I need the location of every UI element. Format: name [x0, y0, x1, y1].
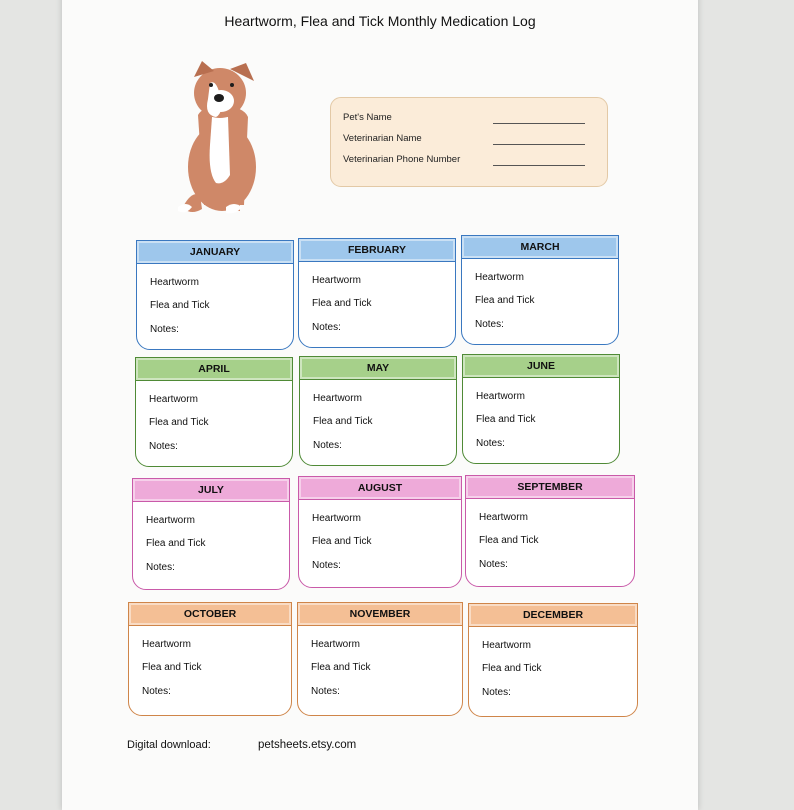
notes-label: Notes:	[149, 441, 178, 452]
vet-phone-label: Veterinarian Phone Number	[343, 154, 461, 165]
flea-tick-label: Flea and Tick	[146, 538, 206, 549]
pets-name-line	[493, 123, 585, 124]
notes-label: Notes:	[313, 440, 342, 451]
month-card-february	[298, 238, 456, 348]
month-header: OCTOBER	[128, 602, 292, 626]
heartworm-label: Heartworm	[142, 639, 191, 650]
notes-label: Notes:	[150, 324, 179, 335]
month-header: APRIL	[135, 357, 293, 381]
month-card-december	[468, 603, 638, 717]
pets-name-field[interactable]	[343, 112, 585, 126]
heartworm-label: Heartworm	[313, 393, 362, 404]
notes-label: Notes:	[146, 562, 175, 573]
month-header: MARCH	[461, 235, 619, 259]
month-header: SEPTEMBER	[465, 475, 635, 499]
heartworm-label: Heartworm	[475, 272, 524, 283]
month-card-april	[135, 357, 293, 467]
flea-tick-label: Flea and Tick	[479, 535, 539, 546]
month-header: JANUARY	[136, 240, 294, 264]
flea-tick-label: Flea and Tick	[482, 663, 542, 674]
month-card-november	[297, 602, 463, 716]
notes-label: Notes:	[142, 686, 171, 697]
flea-tick-label: Flea and Tick	[142, 662, 202, 673]
pet-info-box	[330, 97, 608, 187]
vet-phone-field[interactable]	[343, 154, 585, 168]
month-header: AUGUST	[298, 476, 462, 500]
vet-phone-line	[493, 165, 585, 166]
notes-label: Notes:	[312, 560, 341, 571]
month-header: DECEMBER	[468, 603, 638, 627]
heartworm-label: Heartworm	[482, 640, 531, 651]
month-header: MAY	[299, 356, 457, 380]
flea-tick-label: Flea and Tick	[312, 298, 372, 309]
month-card-may	[299, 356, 457, 466]
month-header: JULY	[132, 478, 290, 502]
notes-label: Notes:	[482, 687, 511, 698]
month-card-january	[136, 240, 294, 350]
month-card-march	[461, 235, 619, 345]
month-header: FEBRUARY	[298, 238, 456, 262]
heartworm-label: Heartworm	[312, 275, 361, 286]
notes-label: Notes:	[479, 559, 508, 570]
notes-label: Notes:	[312, 322, 341, 333]
notes-label: Notes:	[311, 686, 340, 697]
month-header: NOVEMBER	[297, 602, 463, 626]
notes-label: Notes:	[475, 319, 504, 330]
page-title: Heartworm, Flea and Tick Monthly Medication Log	[224, 13, 536, 29]
flea-tick-label: Flea and Tick	[311, 662, 371, 673]
heartworm-label: Heartworm	[476, 391, 525, 402]
month-card-august	[298, 476, 462, 588]
heartworm-label: Heartworm	[312, 513, 361, 524]
flea-tick-label: Flea and Tick	[150, 300, 210, 311]
vet-name-label: Veterinarian Name	[343, 133, 422, 144]
vet-name-line	[493, 144, 585, 145]
month-card-october	[128, 602, 292, 716]
month-card-september	[465, 475, 635, 587]
flea-tick-label: Flea and Tick	[149, 417, 209, 428]
dog-illustration-icon	[174, 55, 274, 217]
heartworm-label: Heartworm	[149, 394, 198, 405]
flea-tick-label: Flea and Tick	[312, 536, 372, 547]
heartworm-label: Heartworm	[150, 277, 199, 288]
heartworm-label: Heartworm	[311, 639, 360, 650]
heartworm-label: Heartworm	[146, 515, 195, 526]
footer-site-link[interactable]: petsheets.etsy.com	[258, 739, 357, 751]
notes-label: Notes:	[476, 438, 505, 449]
footer-label: Digital download:	[127, 739, 211, 751]
flea-tick-label: Flea and Tick	[475, 295, 535, 306]
flea-tick-label: Flea and Tick	[476, 414, 536, 425]
heartworm-label: Heartworm	[479, 512, 528, 523]
month-card-july	[132, 478, 290, 590]
vet-name-field[interactable]	[343, 133, 585, 147]
flea-tick-label: Flea and Tick	[313, 416, 373, 427]
pets-name-label: Pet's Name	[343, 112, 392, 123]
month-card-june	[462, 354, 620, 464]
month-header: JUNE	[462, 354, 620, 378]
